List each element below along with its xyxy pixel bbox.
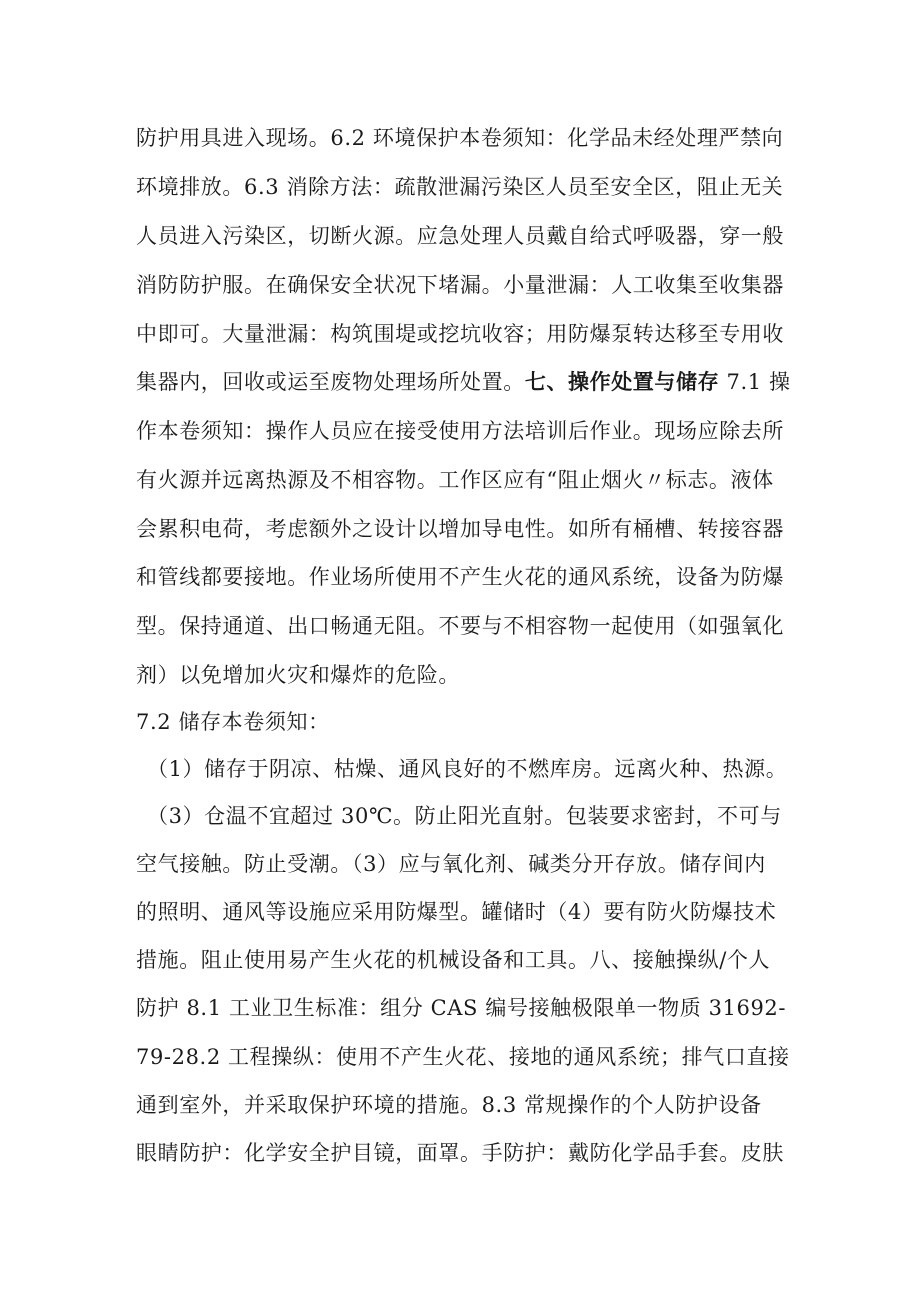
text-line: 型。保持通道、出口畅通无阻。不要与不相容物一起使用（如强氧化	[136, 614, 784, 638]
text-line: 消防防护服。在确保安全状况下堵漏。小量泄漏：人工收集至收集器	[136, 273, 784, 297]
text-line: 通到室外，并采取保护环境的措施。8.3 常规操作的个人防护设备	[136, 1093, 762, 1117]
text-line: 环境排放。6.3 消除方法：疏散泄漏污染区人员至安全区，阻止无关	[136, 175, 784, 199]
text-line: （1）储存于阴凉、枯燥、通风良好的不燃库房。远离火种、热源。	[147, 757, 788, 781]
text-line: 7.2 储存本卷须知：	[136, 710, 330, 734]
text-line: 和管线都要接地。作业场所使用不产生火花的通风系统，设备为防爆	[136, 565, 784, 589]
text-line: 眼睛防护：化学安全护目镜，面罩。手防护：戴防化学品手套。皮肤	[136, 1141, 784, 1165]
text-line: 人员进入污染区，切断火源。应急处理人员戴自给式呼吸器，穿一般	[136, 224, 784, 248]
text-line: 有火源并远离热源及不相容物。工作区应有“阻止烟火〃标志。液体	[136, 468, 774, 492]
text-line: （3）仓温不宜超过 30℃。防止阳光直射。包装要求密封，不可与	[147, 804, 782, 828]
text-line: 79-28.2 工程操纵：使用不产生火花、接地的通风系统；排气口直接	[136, 1045, 790, 1069]
text-line: 会累积电荷，考虑额外之设计以增加导电性。如所有桶槽、转接容器	[136, 517, 784, 541]
text-line: 防护 8.1 工业卫生标准：组分 CAS 编号接触极限单一物质 31692-	[136, 996, 787, 1020]
text-line: 防护用具进入现场。6.2 环境保护本卷须知：化学品未经处理严禁向	[136, 126, 784, 150]
section-heading: 七、操作处置与储存	[524, 369, 720, 394]
text-line: 集器内，回收或运至废物处理场所处置。七、操作处置与储存 7.1 操	[136, 369, 791, 394]
text-line: 作本卷须知：操作人员应在接受使用方法培训后作业。现场应除去所	[136, 419, 784, 443]
text-line: 措施。阻止使用易产生火花的机械设备和工具。八、接触操纵/个人	[136, 948, 771, 972]
text-line: 空气接触。防止受潮。（3）应与氧化剂、碱类分开存放。储存间内	[136, 852, 766, 876]
text-line: 中即可。大量泄漏：构筑围堤或挖坑收容；用防爆泵转达移至专用收	[136, 322, 784, 346]
text-line: 剂）以免增加火灾和爆炸的危险。	[136, 663, 460, 687]
text-line: 的照明、通风等设施应采用防爆型。罐储时（4）要有防火防爆技术	[136, 900, 777, 924]
